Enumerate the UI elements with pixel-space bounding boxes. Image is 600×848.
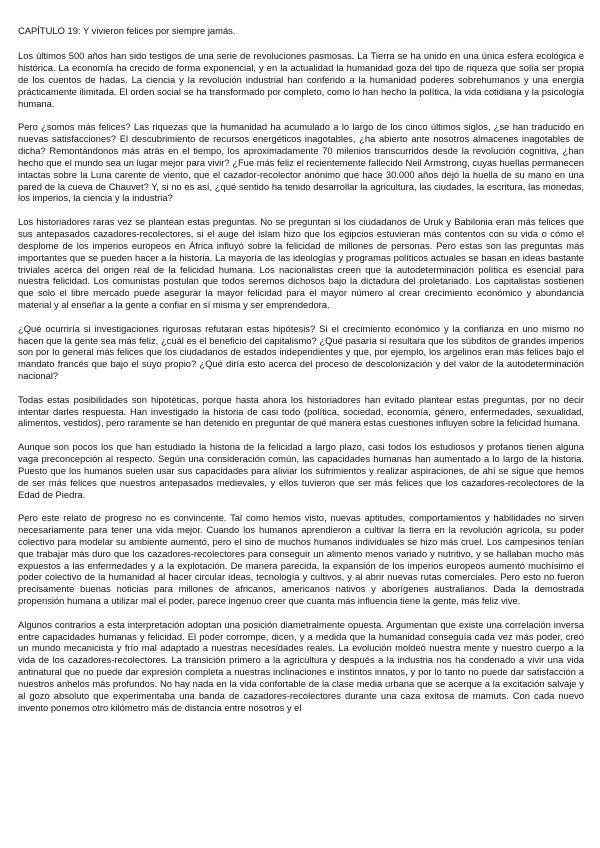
- paragraph-7: Pero este relato de progreso no es convincente. Tal como hemos visto, nuevas aptitudes, comportamientos y habilidades no sirven necesariamente para tener una vida mejor. Cuando los humanos aprendieron a cultivar la tierra en la revolución agrícola, su poder colectivo para modelar su ambiente aumentó, pero el sino de muchos humanos individuales se hizo más cruel. Los campesinos tenían que trabajar más duro que los cazadores-recolectores para conseguir un alimento menos variado y nutritivo, y se hallaban mucho más expuestos a las enfermedades y a la explotación. De manera parecida, la expansión de los imperios europeos aumentó muchísimo el poder colectivo de la humanidad al hacer circular ideas, tecnología y cultivos, y al abrir nuevas rutas comerciales. Pero esto no fueron precisamente buenas noticias para millones de africanos, americanos nativos y aborígenes australianos. Dada la demostrada propensión humana a utilizar mal el poder, parece ingenuo creer que cuanta más influencia tiene la gente, más feliz vive.: [18, 511, 584, 607]
- chapter-title: CAPÍTULO 19: Y vivieron felices por siempre jamás.: [18, 25, 236, 36]
- paragraph-5: Todas estas posibilidades son hipotéticas, porque hasta ahora los historiadores han evitado plantear estas preguntas, por no decir intentar darles respuesta. Han investigado la historia de casi todo (política, sociedad, economía, género, enfermedades, sexualidad, alimentos, vestidos), pero raramente se han detenido en preguntar de qué manera estas cuestiones influyen sobre la felicidad humana.: [18, 393, 584, 429]
- document-page: [18, 25, 584, 725]
- paragraph-6: Aunque son pocos los que han estudiado la historia de la felicidad a largo plazo, casi todos los estudiosos y profanos tienen alguna vaga preconcepción al respecto. Según una consideración común, las capacidades humanas han aumentado a lo largo de la historia. Puesto que los humanos suelen usar sus capacidades para aliviar los sufrimientos y realizar aspiraciones, de ahí se sigue que hemos de ser más felices que nuestros antepasados medievales, y ellos tuvieron que ser más felices que los cazadores-recolectores de la Edad de Piedra.: [18, 440, 584, 500]
- paragraph-8: Algunos contrarios a esta interpretación adoptan una posición diametralmente opuesta. Argumentan que existe una correlación inversa entre capacidades humanas y felicidad. El poder corrompe, dicen, y a medida que la humanidad conseguía cada vez más poder, creó un mundo mecanicista y frío mal adaptado a nuestras necesidades reales. La evolución moldeó nuestra mente y nuestro cuerpo a la vida de los cazadores-recolectores. La transición primero a la agricultura y después a la industria nos ha condenado a vivir una vida antinatural que no puede dar expresión completa a nuestras inclinaciones e instintos innatos, y por lo tanto no puede dar satisfacción a nuestros anhelos más profundos. No hay nada en la vida confortable de la clase media urbana que se acerque a la excitación salvaje y al gozo absoluto que experimentaba una banda de cazadores-recolectores durante una caza exitosa de mamuts. Con cada nuevo invento ponemos otro kilómetro más de distancia entre nosotros y el: [18, 618, 584, 713]
- paragraph-1: Los últimos 500 años han sido testigos de una serie de revoluciones pasmosas. La Tierra se ha unido en una única esfera ecológica e histórica. La economía ha crecido de forma exponencial, y en la actualidad la humanidad goza del tipo de riqueza que solía ser propia de los cuentos de hadas. La ciencia y la revolución industrial han conferido a la humanidad poderes sobrehumanos y una energía prácticamente ilimitada. El orden social se ha transformado por completo, como lo han hecho la política, la vida cotidiana y la psicología humana.: [18, 50, 584, 109]
- paragraph-4: ¿Qué ocurriría si investigaciones rigurosas refutaran estas hipótesis? Si el crecimiento económico y la confianza en uno mismo no hacen que la gente sea más feliz, ¿cuál es el beneficio del capitalismo? ¿Qué pasaría si resultara que los súbditos de grandes imperios son por lo general más felices que los ciudadanos de estados independientes y que, por ejemplo, los argelinos eran más felices bajo el mandato francés que bajo el suyo propio? ¿Qué diría esto acerca del proceso de descolonización y del valor de la autodeterminación nacional?: [18, 322, 584, 382]
- paragraph-2: Pero ¿somos más felices? Las riquezas que la humanidad ha acumulado a lo largo de los cinco últimos siglos, ¿se han traducido en nuevas satisfacciones? El descubrimiento de recursos energéticos inagotables, ¿ha abierto ante nosotros almacenes inagotables de dicha? Remontándonos más atrás en el tiempo, los aproximadamente 70 milenios transcurridos desde la revolución cognitiva, ¿han hecho que el mundo sea un lugar mejor para vivir? ¿Fue más feliz el recientemente fallecido Neil Armstrong, cuyas huellas permanecen intactas sobre la Luna carente de viento, que el cazador-recolector anónimo que hace 30.000 años dejó la huella de su mano en una pared de la cueva de Chauvet? Y, si no es así, ¿qué sentido ha tenido desarrollar la agricultura, las ciudades, la escritura, las monedas, los imperios, la ciencia y la industria?: [18, 121, 584, 204]
- paragraph-3: Los historiadores raras vez se plantean estas preguntas. No se preguntan si los ciudadanos de Uruk y Babilonia eran más felices que sus antepasados cazadores-recolectores, si el auge del islam hizo que los egipcios estuvieran más contentos con su vida o cómo el desplome de los imperios europeos en África influyó sobre la felicidad de millones de personas. Pero estas son las preguntas más importantes que se pueden hacer a la historia. La mayoría de las ideologías y programas políticos actuales se basan en ideas bastante triviales acerca del origen real de la felicidad humana. Los nacionalistas creen que la autodeterminación política es esencial para nuestra felicidad. Los comunistas postulan que todos seremos dichosos bajo la dictadura del proletariado. Los capitalistas sostienen que solo el libre mercado puede asegurar la mayor felicidad para el mayor número al crear crecimiento económico y abundancia material y al enseñar a la gente a confiar en sí misma y ser emprendedora.: [18, 215, 584, 311]
